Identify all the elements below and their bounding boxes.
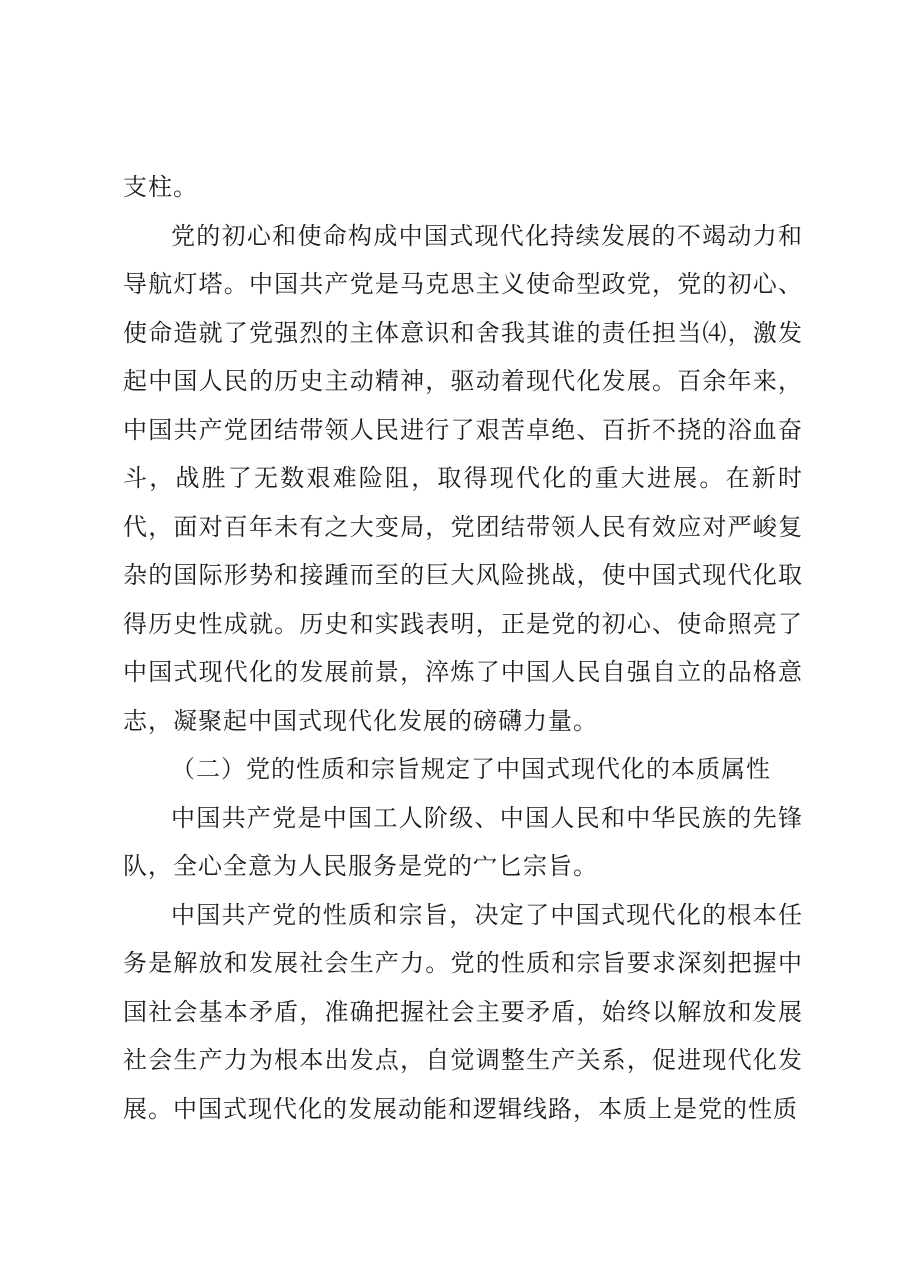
paragraph-initial-mission: 党的初心和使命构成中国式现代化持续发展的不竭动力和导航灯塔。中国共产党是马克思主义使命型政党，党的初心、使命造就了党强烈的主体意识和舍我其谁的责任担当⑷，激发起中国人民的历史主动精神，驱动着现代化发展。百余年来，中国共产党团结带领人民进行了艰苦卓绝、百折不挠的浴血奋斗，战胜了无数艰难险阻，取得现代化的重大进展。在新时代，面对百年未有之大变局，党团结带领人民有效应对严峻复杂的国际形势和接踵而至的巨大风险挑战，使中国式现代化取得历史性成就。历史和实践表明，正是党的初心、使命照亮了中国式现代化的发展前景，淬炼了中国人民自强自立的品格意志，凝聚起中国式现代化发展的磅礴力量。	[123, 221, 803, 735]
paragraph-continuation: 支柱。	[123, 173, 198, 201]
section-heading: （二）党的性质和宗旨规定了中国式现代化的本质属性	[171, 755, 771, 783]
paragraph-fundamental-task: 中国共产党的性质和宗旨，决定了中国式现代化的根本任务是解放和发展社会生产力。党的性质和宗旨要求深刻把握中国社会基本矛盾，准确把握社会主要矛盾，始终以解放和发展社会生产力为根本出发点，自觉调整生产关系，促进现代化发展。中国式现代化的发展动能和逻辑线路，本质上是党的性质	[123, 900, 803, 1123]
paragraph-party-nature: 中国共产党是中国工人阶级、中国人民和中华民族的先锋队，全心全意为人民服务是党的宀匕宗旨。	[123, 803, 803, 880]
document-body	[123, 163, 803, 1133]
